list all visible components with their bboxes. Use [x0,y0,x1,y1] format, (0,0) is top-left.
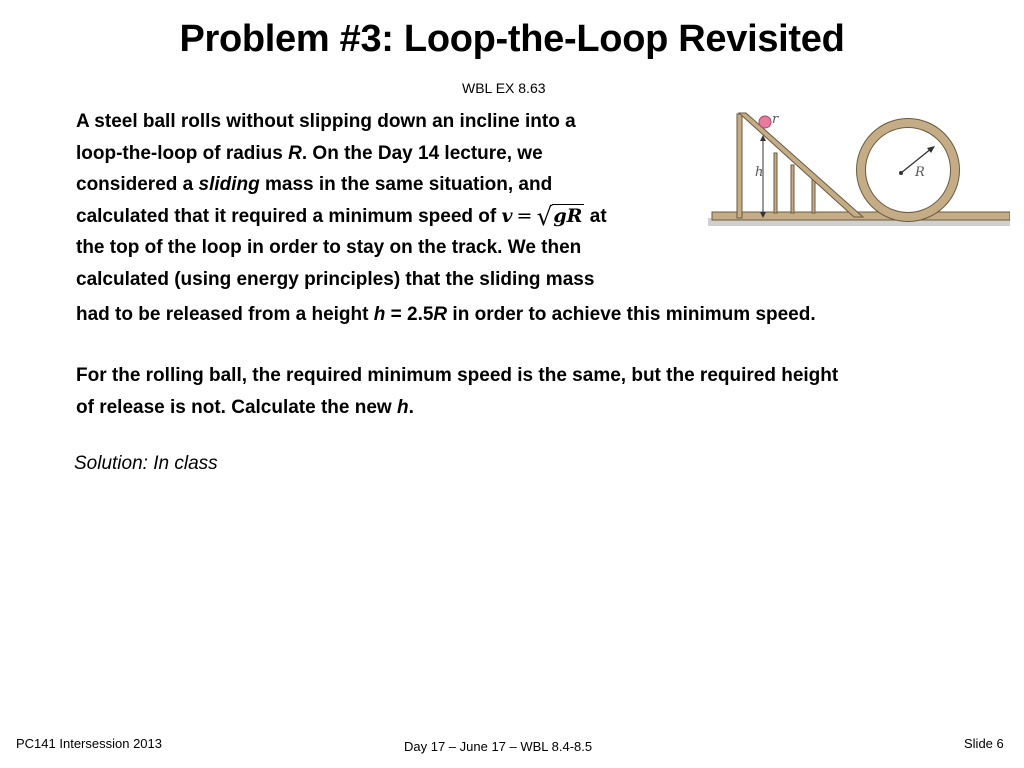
question-line [76,392,838,424]
loop-track [861,123,955,217]
footer-date: Day 17 – June 17 – WBL 8.4-8.5 [404,739,593,754]
problem-line-final [76,299,816,331]
problem-line [76,138,607,170]
sqrt-sign: √ [536,201,553,231]
label-h: h [755,165,764,180]
radius-symbol: R [433,304,448,325]
height-symbol: h [373,304,386,325]
footer-course: PC141 Intersession 2013 [16,736,162,751]
footer-slide-number: Slide 6 [964,736,1004,751]
text-run: had to be released from a height [76,304,374,325]
emphasis-word: sliding [198,174,260,195]
text-run: . On the Day 14 lecture, we [301,142,543,164]
solution-note: Solution: In class [74,453,218,474]
height-symbol: h [397,396,409,418]
slide-title: Problem #3: Loop-the-Loop Revisited [179,18,845,60]
problem-line [76,201,607,233]
question-line: For the rolling ball, the required minimum speed is the same, but the required height [76,365,839,386]
problem-paragraph [76,106,607,295]
speed-equation [501,201,584,231]
eq-radicand: gR [553,204,583,227]
eq-v: v [501,204,513,227]
eq-equals: = [516,204,533,227]
incline-post [737,114,742,218]
radius-symbol: R [288,142,302,164]
source-reference: WBL EX 8.63 [462,80,546,96]
sqrt [536,201,584,233]
steel-ball [759,116,771,128]
text-run: loop-the-loop of radius [76,142,289,164]
loop-the-loop-diagram [708,108,1010,226]
label-R: R [915,165,925,180]
text-run: in order to achieve this minimum speed. [447,304,816,325]
text-run: of release is not. Calculate the new [76,396,397,418]
problem-line: the top of the loop in order to stay on the track. We then [76,237,582,258]
text-run: mass in the same situation, and [259,174,553,195]
text-run: . [408,396,414,418]
text-run: = 2.5 [385,304,434,325]
text-run: calculated that it required a minimum speed of [76,205,502,227]
problem-line: A steel ball rolls without slipping down an incline into a [76,111,576,132]
label-r: r [772,112,779,127]
question-paragraph [76,360,838,423]
text-run: at [584,205,607,227]
problem-line [76,169,607,201]
problem-line: calculated (using energy principles) that the sliding mass [76,268,595,290]
text-run: considered a [76,174,199,195]
